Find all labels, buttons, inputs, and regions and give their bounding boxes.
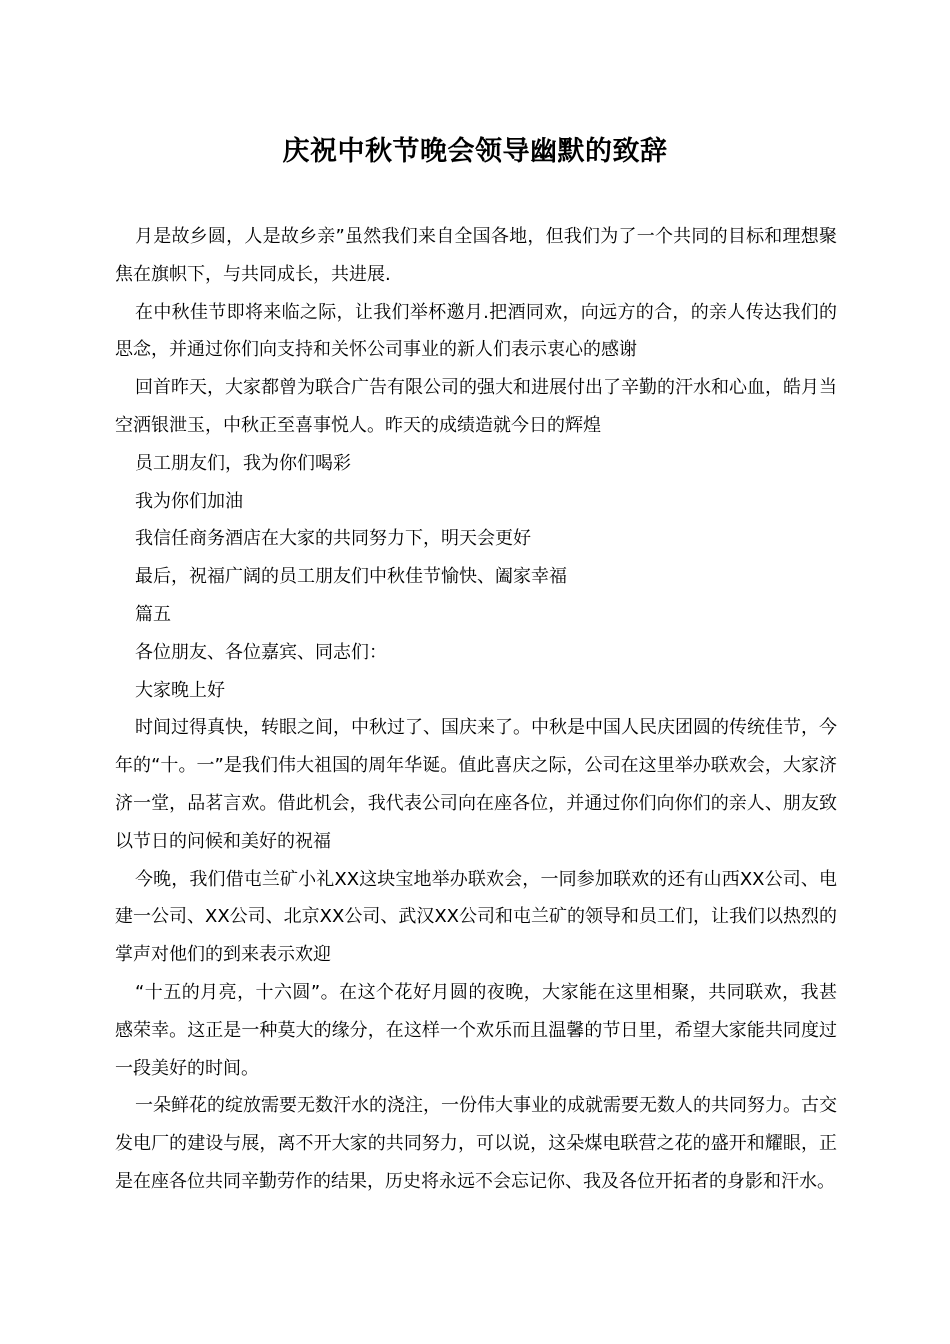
paragraph: 我信任商务酒店在大家的共同努力下，明天会更好 <box>135 528 531 550</box>
paragraph: 我为你们加油 <box>135 490 243 512</box>
paragraph: 一朵鲜花的绽放需要无数汗水的浇注，一份伟大事业的成就需要无数人的共同努力。古交发电厂的建设与展，离不开大家的共同努力，可以说，这朵煤电联营之花的盛开和耀眼，正是在座各位共同辛勤劳作的结果，历史将永远不会忘记你、我及各位开拓者的身影和汗水。 <box>115 1095 837 1192</box>
greeting: 大家晚上好 <box>135 679 225 701</box>
paragraph: 今晚，我们借屯兰矿小礼XX这块宝地举办联欢会，一同参加联欢的还有山西XX公司、电建一公司、XX公司、北京XX公司、武汉XX公司和屯兰矿的领导和员工们，让我们以热烈的掌声对他们的到来表示欢迎 <box>115 868 837 966</box>
paragraph: 最后，祝福广阔的员工朋友们中秋佳节愉快、阖家幸福 <box>135 566 567 588</box>
paragraph: 月是故乡圆，人是故乡亲”虽然我们来自全国各地，但我们为了一个共同的目标和理想聚焦在旗帜下，与共同成长，共进展. <box>115 226 837 285</box>
section-label: 篇五 <box>135 603 171 625</box>
salutation: 各位朋友、各位嘉宾、同志们： <box>135 641 387 663</box>
document-title: 庆祝中秋节晚会领导幽默的致辞 <box>282 136 668 167</box>
paragraph: 在中秋佳节即将来临之际，让我们举杯邀月.把酒同欢，向远方的合，的亲人传达我们的思念，并通过你们向支持和关怀公司事业的新人们表示衷心的感谢 <box>115 301 837 361</box>
document-body <box>115 218 837 1201</box>
paragraph: 时间过得真快，转眼之间，中秋过了、国庆来了。中秋是中国人民庆团圆的传统佳节，今年的“十。一”是我们伟大祖国的周年华诞。值此喜庆之际，公司在这里举办联欢会，大家济济一堂，品茗言欢。借此机会，我代表公司向在座各位，并通过你们向你们的亲人、朋友致以节日的问候和美好的祝福 <box>115 717 837 852</box>
paragraph: 回首昨天，大家都曾为联合广告有限公司的强大和进展付出了辛勤的汗水和心血，皓月当空洒银泄玉，中秋正至喜事悦人。昨天的成绩造就今日的辉煌 <box>115 377 837 436</box>
paragraph: 员工朋友们，我为你们喝彩 <box>135 452 351 474</box>
paragraph: “十五的月亮，十六圆”。在这个花好月圆的夜晚，大家能在这里相聚，共同联欢，我甚感荣幸。这正是一种莫大的缘分，在这样一个欢乐而且温馨的节日里，希望大家能共同度过一段美好的时间。 <box>115 981 837 1079</box>
